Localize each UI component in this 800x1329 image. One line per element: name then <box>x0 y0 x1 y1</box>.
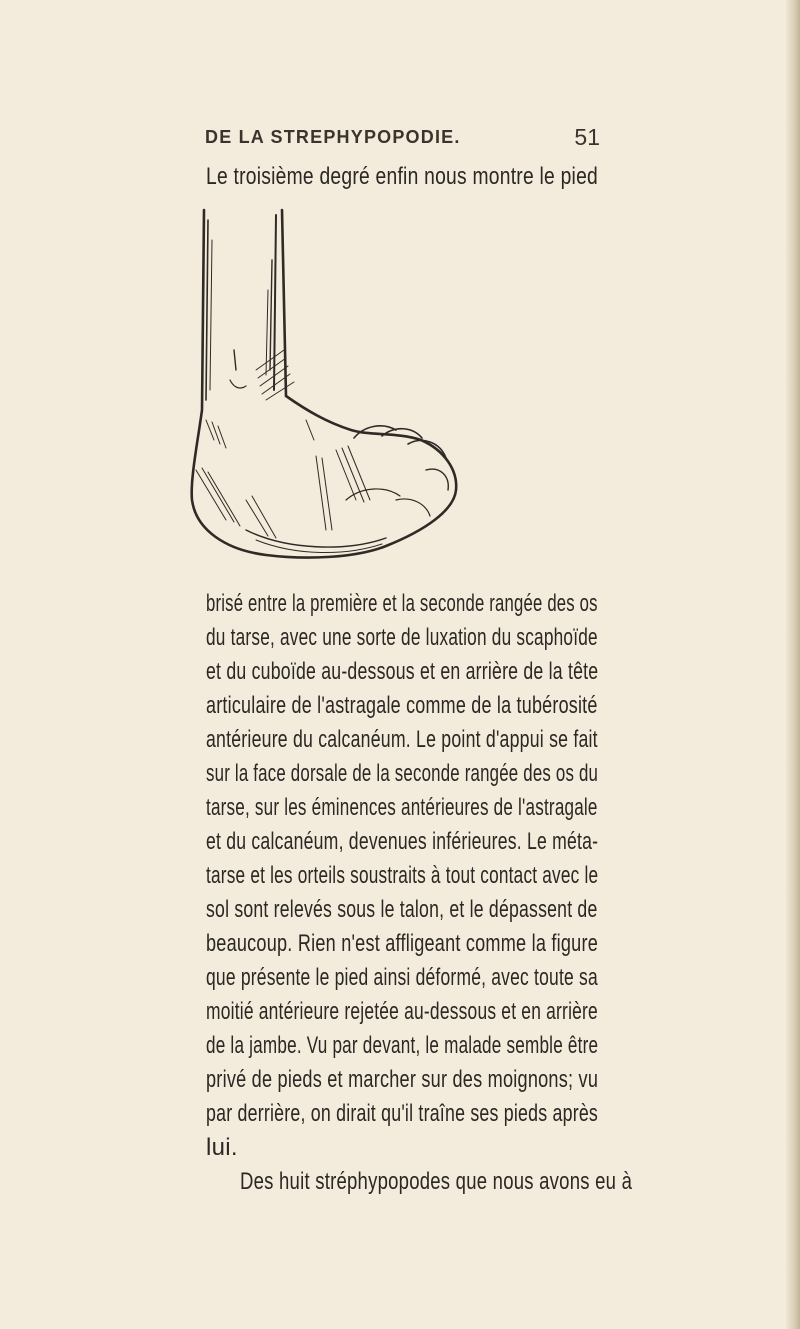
body-line: du tarse, avec une sorte de luxation du scaphoïde <box>206 624 598 651</box>
body-line: et du calcanéum, devenues inférieures. Le méta- <box>206 828 599 855</box>
body-line: et du cuboïde au-dessous et en arrière de la tête <box>206 658 599 685</box>
body-line: tarse et les orteils soustraits à tout contact avec le <box>206 862 599 889</box>
body-line: privé de pieds et marcher sur des moignons; vu <box>206 1066 599 1093</box>
opening-line: Le troisième degré enfin nous montre le pied <box>206 163 598 190</box>
body-line: sur la face dorsale de la seconde rangée des os du <box>206 760 599 787</box>
running-head-title: DE LA STREPHYPOPODIE. <box>205 127 461 147</box>
body-line: Des huit stréphypopodes que nous avons eu à <box>240 1168 633 1195</box>
body-line: articulaire de l'astragale comme de la tubérosité <box>206 692 598 719</box>
body-line: beaucoup. Rien n'est affligeant comme la figure <box>206 930 598 957</box>
body-line: que présente le pied ainsi déformé, avec toute sa <box>206 964 598 991</box>
body-line: par derrière, on dirait qu'il traîne ses pieds après <box>206 1100 599 1127</box>
running-head <box>205 124 600 155</box>
body-line: tarse, sur les éminences antérieures de l'astragale <box>206 794 598 821</box>
body-line: antérieure du calcanéum. Le point d'appui se fait <box>206 726 598 753</box>
body-line: lui. <box>206 1134 238 1161</box>
page-number: 51 <box>574 124 600 150</box>
body-line: de la jambe. Vu par devant, le malade semble être <box>206 1032 599 1059</box>
body-line: brisé entre la première et la seconde rangée des os <box>206 590 598 617</box>
body-line: moitié antérieure rejetée au-dessous et en arrière <box>206 998 598 1025</box>
deformed-foot-engraving-icon <box>186 200 458 572</box>
body-line: sol sont relevés sous le talon, et le dépassent de <box>206 896 598 923</box>
page-edge <box>786 0 800 1329</box>
